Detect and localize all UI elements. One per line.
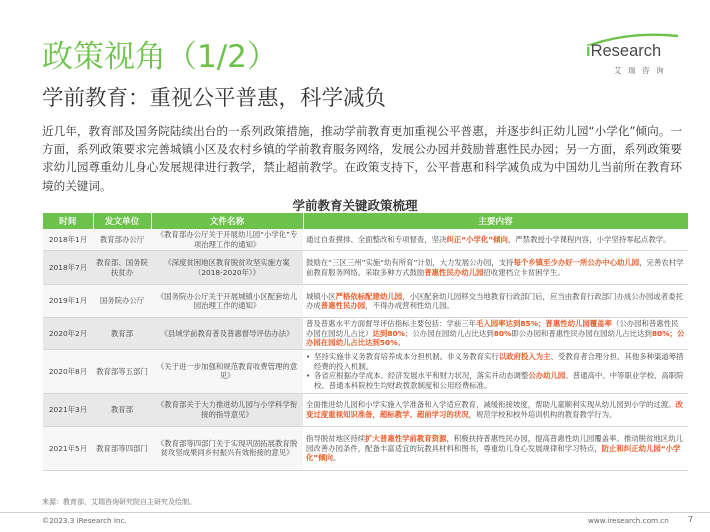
cell-doc: 《教育部等四部门关于实现巩固拓展教育脱贫攻坚成果同乡村振兴有效衔接的意见》 bbox=[151, 426, 303, 470]
content-text: 城镇小区 bbox=[306, 291, 336, 301]
content-text: 指导脱贫地区持续 bbox=[306, 434, 366, 444]
header-unit: 发文单位 bbox=[93, 213, 151, 229]
highlight-text: 普惠性民办园 bbox=[320, 301, 366, 311]
footer-copyright: ©2023.3 iResearch Inc. bbox=[42, 516, 127, 525]
cell-unit: 教育部、国务院扶贫办 bbox=[93, 251, 151, 285]
iresearch-logo bbox=[586, 40, 686, 80]
highlight-text: 普惠性民办幼儿园 bbox=[424, 267, 484, 277]
footer-website: www.iresearch.com.cn bbox=[588, 516, 669, 525]
highlight-text: 纠正“小学化”倾向 bbox=[446, 234, 508, 244]
cell-unit: 教育部等四部门 bbox=[93, 426, 151, 470]
bullet-dot-icon: • bbox=[306, 371, 311, 381]
cell-time: 2018年7月 bbox=[43, 251, 93, 285]
cell-time: 2020年8月 bbox=[43, 349, 93, 393]
highlight-text: 达到80% bbox=[372, 328, 406, 338]
header-time: 时间 bbox=[43, 213, 93, 229]
table-row bbox=[43, 318, 688, 350]
cell-doc: 《国务院办公厅关于开展城镇小区配套幼儿园治理工作的通知》 bbox=[151, 285, 303, 318]
highlight-text: 扩大普惠性学前教育资源 bbox=[365, 434, 447, 444]
bullet-text bbox=[314, 371, 685, 390]
cell-unit: 教育部 bbox=[93, 393, 151, 426]
cell-unit: 教育部等五部门 bbox=[93, 349, 151, 393]
highlight-text: 严格依标配建幼儿园 bbox=[335, 291, 403, 301]
cell-doc: 《教育部关于大力推进幼儿园与小学科学衔接的指导意见》 bbox=[151, 393, 303, 426]
table-header-row bbox=[43, 213, 688, 229]
bullet-item bbox=[306, 371, 685, 390]
content-text: 通过自查摸排、全面整改和专项督查，坚决 bbox=[306, 234, 447, 244]
content-text: 、受教育者合理分担、其他多种渠道筹措经费的投入机制。 bbox=[314, 352, 684, 371]
highlight-text: 每个乡镇至少办好一所公办中心幼儿园 bbox=[513, 258, 640, 268]
content-text: 招收建档立卡贫困学生。 bbox=[483, 267, 565, 277]
highlight-text: 改变过度重视知识准备，超标教学、超前学习的状况 bbox=[306, 400, 683, 419]
cell-doc: 《深度贫困地区教育脱贫攻坚实施方案（2018-2020年）》 bbox=[151, 251, 303, 285]
content-text: ，小区配套幼儿园移交当地教育行政部门后，应当由教育行政部门办成公办园或者委托办成 bbox=[306, 291, 683, 311]
content-text: ，积极扶持普惠性民办园，提高普惠性幼儿园覆盖率。推动脱贫地区幼儿园改善办园条件，配备丰富适宜的玩教具材料和图书，尊重幼儿身心发展规律和学习特点， bbox=[306, 434, 683, 453]
highlight-text: 公办幼儿园 bbox=[528, 371, 566, 381]
footer-divider bbox=[0, 512, 710, 513]
cell-time: 2020年2月 bbox=[43, 318, 93, 350]
table-body bbox=[43, 229, 688, 470]
table-row bbox=[43, 285, 688, 318]
highlight-text: 毛入园率达到85%；普惠性幼儿园覆盖率 bbox=[476, 319, 612, 329]
content-text: 。 bbox=[397, 338, 406, 348]
page-title: 政策视角（1/2） bbox=[42, 39, 278, 75]
logo-wordmark bbox=[586, 43, 661, 60]
content-text: 、普通高中、中等职业学校、高职院校、普通本科院校生均财政拨款制度和公用经费标准。 bbox=[314, 371, 684, 391]
cell-content bbox=[303, 426, 688, 470]
source-note: 来源：教育部，艾瑞咨询研究院自主研究及绘制。 bbox=[42, 498, 196, 506]
content-text: ，严禁教授小学课程内容，小学坚持零起点教学。 bbox=[507, 234, 671, 244]
cell-time: 2021年5月 bbox=[43, 426, 93, 470]
table-row bbox=[43, 251, 688, 285]
content-text: 即公办园和普惠性民办园在园幼儿占比达到 bbox=[511, 328, 652, 338]
content-text: 坚持实施非义务教育培养成本分担机制。非义务教育实行 bbox=[314, 352, 499, 362]
bullet-dot-icon: • bbox=[306, 352, 311, 362]
cell-content bbox=[303, 349, 688, 393]
highlight-text: 80% bbox=[493, 328, 512, 338]
content-text: ，不得办成营利性幼儿园。 bbox=[365, 301, 454, 311]
cell-doc: 《县域学前教育普及普惠督导评估办法》 bbox=[151, 318, 303, 350]
intro-paragraph: 近几年，教育部及国务院陆续出台的一系列政策措施，推动学前教育更加重视公平普惠，并逐步纠正幼儿园“小学化”倾向。一方面，系列政策要求完善城镇小区及农村乡镇的学前教育服务网络，发展公办园并鼓励普惠性民办园；另一方面，系列政策要求幼儿园尊重幼儿身心发展规律进行教学，禁止超前教学。在政策支持下，公平普惠和科学减负成为中国幼儿当前所在教育环境的关键词。 bbox=[42, 124, 682, 193]
content-text: ，完善农村学前教育服务网络。采取多种方式鼓励 bbox=[306, 258, 684, 277]
table-row bbox=[43, 349, 688, 393]
cell-content bbox=[303, 251, 688, 285]
table-title: 学前教育关键政策梳理 bbox=[292, 198, 418, 213]
content-text: 普及普惠水平方面督导评估指标主要包括：学前三年 bbox=[306, 319, 476, 329]
page-subtitle: 学前教育：重视公平普惠，科学减负 bbox=[42, 86, 387, 111]
cell-doc: 《关于进一步加强和规范教育收费管理的意见》 bbox=[151, 349, 303, 393]
cell-time: 2018年1月 bbox=[43, 229, 93, 251]
highlight-text: 防止和纠正幼儿园“小学化”倾向 bbox=[306, 443, 681, 463]
header-content: 主要内容 bbox=[303, 213, 688, 229]
logo-name: Research bbox=[590, 42, 662, 60]
content-text: 各省应根据办学成本、经济发展水平和财力状况，落实并动态调整 bbox=[314, 371, 529, 381]
table-row bbox=[43, 393, 688, 426]
highlight-text: 80%；公办园在园幼儿占比达到50% bbox=[306, 328, 685, 348]
bullet-text bbox=[314, 352, 685, 371]
content-text: ，规范学校和校外培训机构的教育教学行为。 bbox=[468, 409, 617, 419]
cell-content bbox=[303, 285, 688, 318]
content-text: ；公办园在园幼儿占比达到 bbox=[405, 328, 494, 338]
logo-prefix: i bbox=[586, 42, 591, 60]
page-number: 7 bbox=[688, 515, 694, 524]
content-text: 。 bbox=[333, 453, 341, 463]
cell-time: 2019年1月 bbox=[43, 285, 93, 318]
policy-table bbox=[43, 213, 689, 471]
cell-unit: 国务院办公厅 bbox=[93, 285, 151, 318]
highlight-text: 以政府投入为主 bbox=[498, 352, 551, 362]
table-row bbox=[43, 229, 688, 251]
cell-unit: 教育部办公厅 bbox=[93, 229, 151, 251]
content-text: 鼓励在“三区三州”实施“幼有所育”计划，大力发展公办园，支持 bbox=[306, 258, 514, 268]
content-text: 全面推进幼儿园和小学实施入学准备和入学适应教育，减缓衔接坡度，帮助儿童顺利实现从幼儿园到小学的过渡。 bbox=[306, 400, 676, 410]
cell-content bbox=[303, 229, 688, 251]
cell-time: 2021年3月 bbox=[43, 393, 93, 426]
cell-unit: 教育部 bbox=[93, 318, 151, 350]
content-text: （公办园和普惠性民办园在园幼儿占比） bbox=[306, 319, 679, 338]
logo-chinese-name: 艾瑞咨询 bbox=[614, 66, 670, 75]
header-doc: 文件名称 bbox=[151, 213, 303, 229]
bullet-item bbox=[306, 352, 685, 371]
cell-content bbox=[303, 393, 688, 426]
cell-doc: 《教育部办公厅关于开展幼儿园“小学化”专项治理工作的通知》 bbox=[151, 229, 303, 251]
table-row bbox=[43, 426, 688, 470]
cell-content bbox=[303, 318, 688, 350]
